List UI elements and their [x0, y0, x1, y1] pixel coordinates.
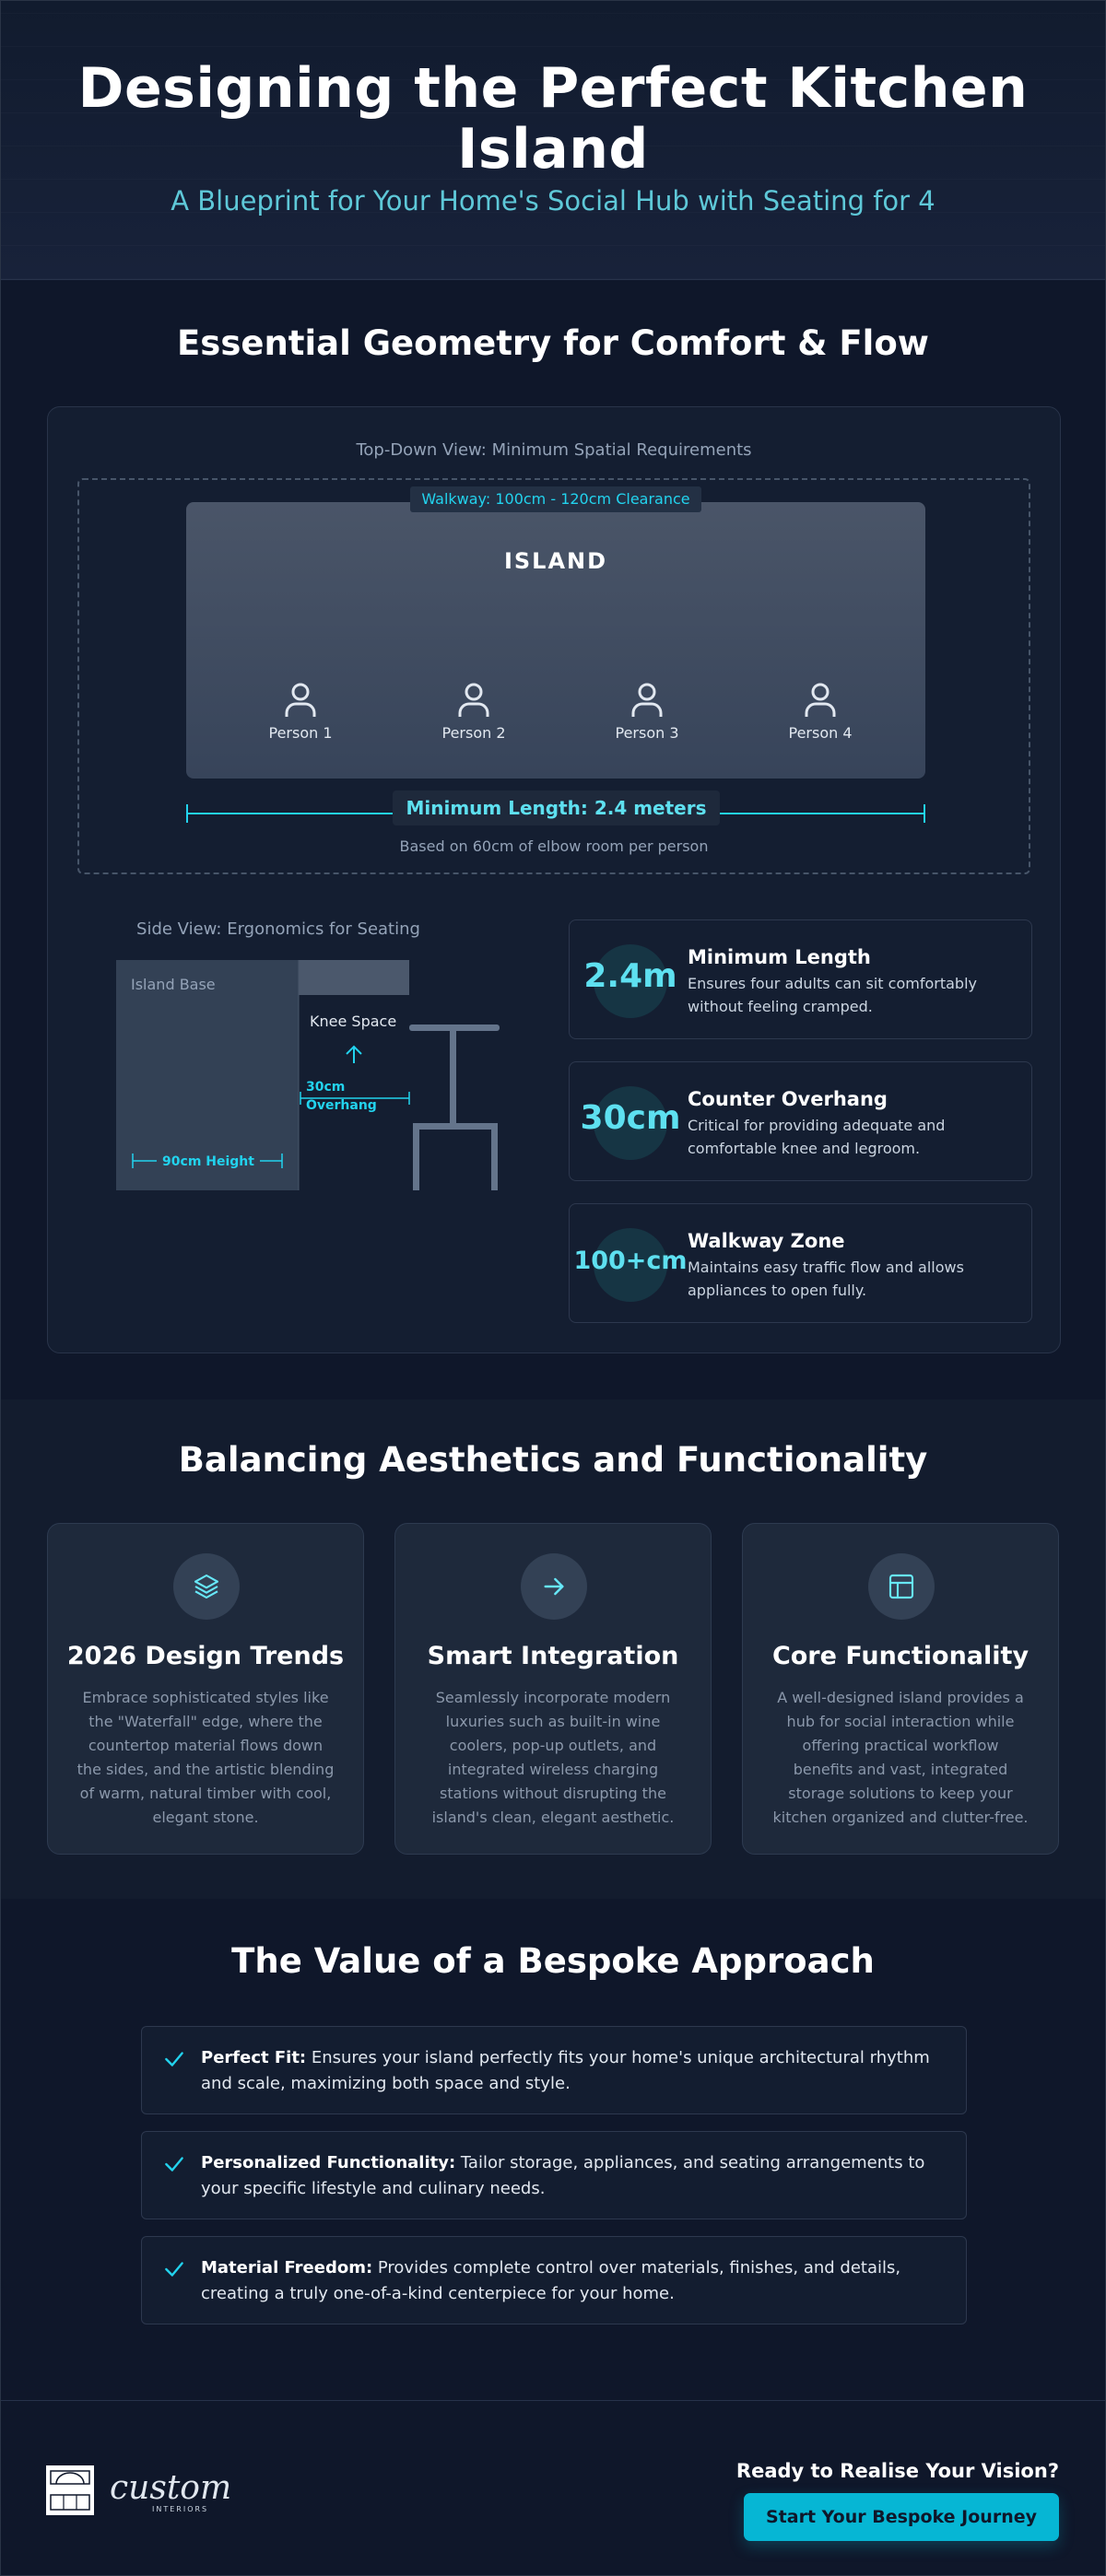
- feature-desc: Seamlessly incorporate modern luxuries such as built-in wine coolers, pop-up outlets, and integrated wireless charging stations without disrupting the island's clean, elegant aesthetic.: [431, 1689, 675, 1826]
- overhang-label: Overhang: [306, 1098, 377, 1113]
- stat-value: 2.4m: [583, 957, 677, 995]
- check-icon: [162, 2257, 186, 2281]
- brand-logo: [45, 2464, 266, 2519]
- person-icon: [284, 682, 317, 719]
- value-item-personalized: [141, 2131, 967, 2219]
- aesthetics-section-title: Balancing Aesthetics and Functionality: [178, 1440, 928, 1480]
- value-item-perfect-fit: [141, 2026, 967, 2114]
- stat-card-walkway: [569, 1203, 1032, 1323]
- aesthetics-section: [1, 1399, 1105, 1899]
- person-label: Person 1: [268, 724, 333, 742]
- person-seat-3: [582, 682, 712, 742]
- stat-value: 30cm: [580, 1099, 681, 1137]
- page-subtitle: A Blueprint for Your Home's Social Hub with Seating for 4: [171, 185, 935, 217]
- stat-card-length: [569, 919, 1032, 1039]
- length-tag: Minimum Length: 2.4 meters: [393, 790, 720, 825]
- kitchen-logo-icon: [46, 2465, 94, 2515]
- person-seat-2: [409, 682, 538, 742]
- geometry-section-title: Essential Geometry for Comfort & Flow: [177, 323, 929, 363]
- feature-desc: A well-designed island provides a hub for social interaction while offering practical workflow benefits and vast, integrated storage solutions to keep your kitchen organized and clutter-free.: [772, 1689, 1029, 1826]
- stat-desc: Maintains easy traffic flow and allows appliances to open fully.: [688, 1259, 964, 1299]
- layers-icon: [192, 1572, 221, 1601]
- feature-card-core-functionality: [742, 1523, 1059, 1855]
- stat-card-overhang: [569, 1061, 1032, 1181]
- person-label: Person 3: [615, 724, 679, 742]
- geometry-panel: [47, 406, 1061, 1353]
- stat-value: 100+cm: [573, 1247, 688, 1275]
- island-label: ISLAND: [503, 548, 608, 574]
- cta-title: Ready to Realise Your Vision?: [735, 2460, 1059, 2482]
- length-note: Based on 60cm of elbow room per person: [399, 837, 709, 855]
- overhang-value: 30cm: [306, 1080, 346, 1095]
- logo-word: custom: [110, 2469, 232, 2507]
- arrow-up-icon: [347, 1047, 361, 1063]
- walkway-tag: Walkway: 100cm - 120cm Clearance: [410, 486, 701, 512]
- person-label: Person 4: [788, 724, 853, 742]
- value-item-material-freedom: [141, 2236, 967, 2324]
- value-section-title: The Value of a Bespoke Approach: [231, 1941, 875, 1981]
- stat-title: Counter Overhang: [688, 1088, 888, 1110]
- value-text: Material Freedom: Provides complete control over materials, finishes, and details, creating a truly one-of-a-kind centerpiece for your home.: [201, 2258, 901, 2303]
- person-seat-4: [756, 682, 885, 742]
- footer: [1, 2400, 1105, 2575]
- page-title: Designing the Perfect Kitchen Island: [77, 56, 1029, 181]
- person-icon: [630, 682, 664, 719]
- stat-title: Walkway Zone: [688, 1230, 845, 1252]
- island-base-label: Island Base: [131, 976, 216, 993]
- feature-title: Core Functionality: [771, 1642, 1030, 1670]
- check-icon: [162, 2152, 186, 2176]
- hero-banner: [1, 1, 1105, 280]
- logo-sub: INTERIORS: [152, 2505, 209, 2513]
- person-seat-1: [236, 682, 365, 742]
- side-view-diagram: [116, 960, 503, 1200]
- feature-desc: Embrace sophisticated styles like the "Waterfall" edge, where the countertop material flows down the sides, and the artistic blending of warm, natural timber with cool, elegant stone.: [76, 1689, 335, 1826]
- person-label: Person 2: [441, 724, 506, 742]
- check-icon: [162, 2047, 186, 2071]
- side-view-label: Side View: Ergonomics for Seating: [136, 919, 420, 939]
- feature-card-smart-integration: [394, 1523, 712, 1855]
- person-icon: [804, 682, 837, 719]
- person-icon: [457, 682, 490, 719]
- value-text: Perfect Fit: Ensures your island perfectly fits your home's unique architectural rhythm and scale, maximizing both space and style.: [201, 2048, 930, 2093]
- value-text: Personalized Functionality: Tailor storage, appliances, and seating arrangements to your specific lifestyle and culinary needs.: [201, 2153, 925, 2198]
- feature-title: Smart Integration: [427, 1642, 679, 1670]
- value-section: [1, 1899, 1105, 2400]
- feature-card-design-trends: [47, 1523, 364, 1855]
- layout-icon: [887, 1572, 916, 1601]
- stat-title: Minimum Length: [688, 946, 871, 968]
- height-label: 90cm Height: [162, 1154, 254, 1169]
- bar-stool: [409, 1025, 500, 1190]
- island-shape: [186, 502, 925, 779]
- stat-desc: Ensures four adults can sit comfortably without feeling cramped.: [688, 975, 977, 1015]
- arrow-right-icon: [539, 1572, 569, 1601]
- start-journey-button[interactable]: Start Your Bespoke Journey: [744, 2493, 1059, 2541]
- knee-space-label: Knee Space: [310, 1013, 397, 1030]
- feature-title: 2026 Design Trends: [66, 1642, 345, 1670]
- topdown-diagram: [77, 478, 1030, 874]
- topdown-label: Top-Down View: Minimum Spatial Requirements: [356, 440, 752, 460]
- stat-desc: Critical for providing adequate and comfortable knee and legroom.: [688, 1117, 946, 1157]
